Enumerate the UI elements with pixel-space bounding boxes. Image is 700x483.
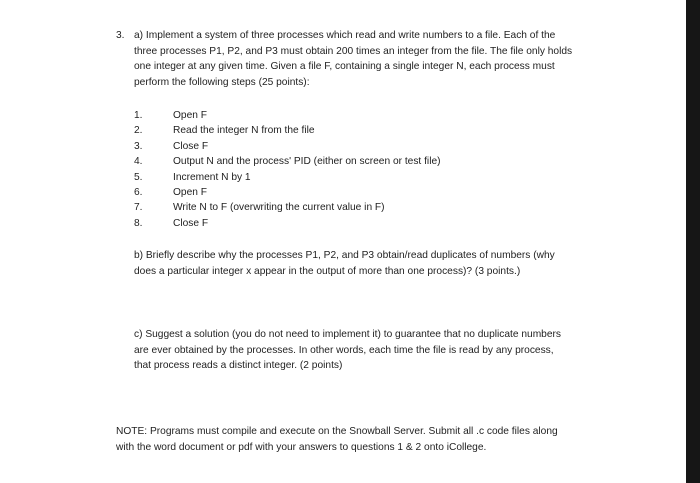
part-c-line: that process reads a distinct integer. (2 points) bbox=[134, 360, 343, 372]
part-a-line: one integer at any given time. Given a file F, containing a single integer N, each process must bbox=[134, 61, 555, 73]
note-line: with the word document or pdf with your answers to questions 1 & 2 onto iCollege. bbox=[116, 441, 487, 453]
part-a-text bbox=[134, 28, 572, 91]
step-text: Read the integer N from the file bbox=[173, 125, 315, 137]
step-text: Close F bbox=[173, 140, 209, 152]
step-text: Open F bbox=[173, 110, 207, 121]
note-text bbox=[116, 424, 558, 455]
step-number: 3. bbox=[134, 140, 143, 152]
part-b-text bbox=[134, 248, 555, 279]
part-a-line: three processes P1, P2, and P3 must obtain 200 times an integer from the file. The file only holds bbox=[134, 45, 573, 57]
part-c-line: c) Suggest a solution (you do not need to implement it) to guarantee that no duplicate numbers bbox=[134, 329, 562, 340]
step-number: 6. bbox=[134, 186, 143, 198]
part-c-line: are ever obtained by the processes. In other words, each time the file is read by any process, bbox=[134, 344, 554, 356]
step-number: 7. bbox=[134, 202, 143, 214]
question-number: 3. bbox=[116, 30, 125, 41]
part-b-line: does a particular integer x appear in the output of more than one process)? (3 points.) bbox=[134, 265, 521, 277]
step-number: 4. bbox=[134, 156, 143, 168]
step-text: Write N to F (overwriting the current value in F) bbox=[173, 202, 385, 214]
step-text: Open F bbox=[173, 186, 207, 198]
step-number: 1. bbox=[134, 110, 143, 121]
step-text: Close F bbox=[173, 217, 209, 229]
note-line: NOTE: Programs must compile and execute on the Snowball Server. Submit all .c code files along bbox=[116, 426, 558, 437]
step-number: 5. bbox=[134, 171, 143, 183]
part-a-line: a) Implement a system of three processes which read and write numbers to a file. Each of the bbox=[134, 30, 556, 41]
screen-edge bbox=[686, 0, 700, 483]
part-b-line: b) Briefly describe why the processes P1, P2, and P3 obtain/read duplicates of numbers (why bbox=[134, 250, 555, 261]
part-a-line: perform the following steps (25 points): bbox=[134, 77, 310, 89]
part-c-text bbox=[134, 327, 561, 374]
step-number: 8. bbox=[134, 217, 143, 229]
step-number: 2. bbox=[134, 125, 143, 137]
step-text: Increment N by 1 bbox=[173, 171, 251, 183]
step-text: Output N and the process' PID (either on screen or test file) bbox=[173, 156, 441, 168]
